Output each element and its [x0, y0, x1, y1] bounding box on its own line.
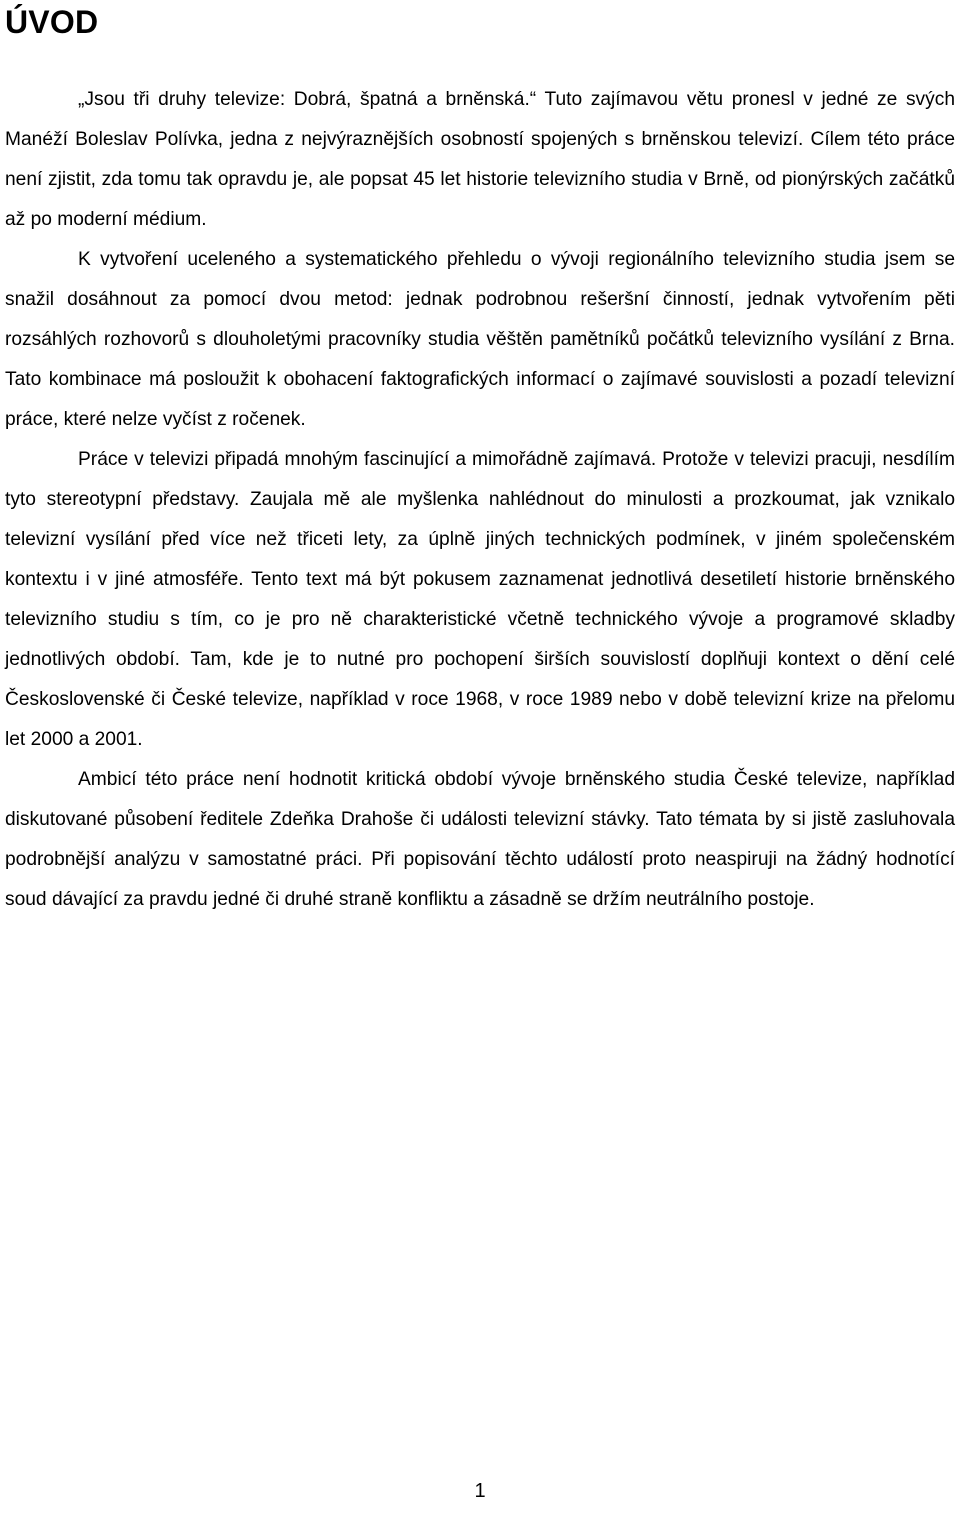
paragraph-motivation: Práce v televizi připadá mnohým fascinující a mimořádně zajímavá. Protože v televizi pracuji, nesdílím tyto stereotypní představy. Zaujala mě ale myšlenka nahlédnout do minulosti a prozkoumat, jak vznikalo televizní vysílání před více než třiceti lety, za úplně jiných technických podmínek, v jiném společenském kontextu i v jiné atmosféře. Tento text má být pokusem zaznamenat jednotlivá desetiletí historie brněnského televizního studiu s tím, co je pro ně charakteristické včetně technického vývoje a programové skladby jednotlivých období. Tam, kde je to nutné pro pochopení širších souvislostí doplňuji kontext o dění celé Československé či České televize, například v roce 1968, v roce 1989 nebo v době televizní krize na přelomu let 2000 a 2001.	[5, 449, 955, 750]
page-number: 1	[474, 1480, 486, 1502]
section-heading: ÚVOD	[5, 4, 99, 40]
paragraph-scope: Ambicí této práce není hodnotit kritická období vývoje brněnského studia České televize, například diskutované působení ředitele Zdeňka Drahoše či události televizní stávky. Tato témata by si jistě zasluhovala podrobnější analýzu v samostatné práci. Při popisování těchto událostí proto neaspiruji na žádný hodnotící soud dávající za pravdu jedné či druhé straně konfliktu a zásadně se držím neutrálního postoje.	[5, 769, 955, 910]
paragraph-methods: K vytvoření uceleného a systematického přehledu o vývoji regionálního televizního studia jsem se snažil dosáhnout za pomocí dvou metod: jednak podrobnou rešeršní činností, jednak vytvořením pěti rozsáhlých rozhovorů s dlouholetými pracovníky studia věštěn pamětníků počátků televizního vysílání z Brna. Tato kombinace má posloužit k obohacení faktografických informací o zajímavé souvislosti a pozadí televizní práce, které nelze vyčíst z ročenek.	[5, 249, 955, 430]
paragraph-intro: „Jsou tři druhy televize: Dobrá, špatná a brněnská.“ Tuto zajímavou větu pronesl v jedné ze svých Manéží Boleslav Polívka, jedna z nejvýraznějších osobností spojených s brněnskou televizí. Cílem této práce není zjistit, zda tomu tak opravdu je, ale popsat 45 let historie televizního studia v Brně, od pionýrských začátků až po moderní médium.	[5, 89, 955, 230]
body-text	[5, 80, 955, 920]
